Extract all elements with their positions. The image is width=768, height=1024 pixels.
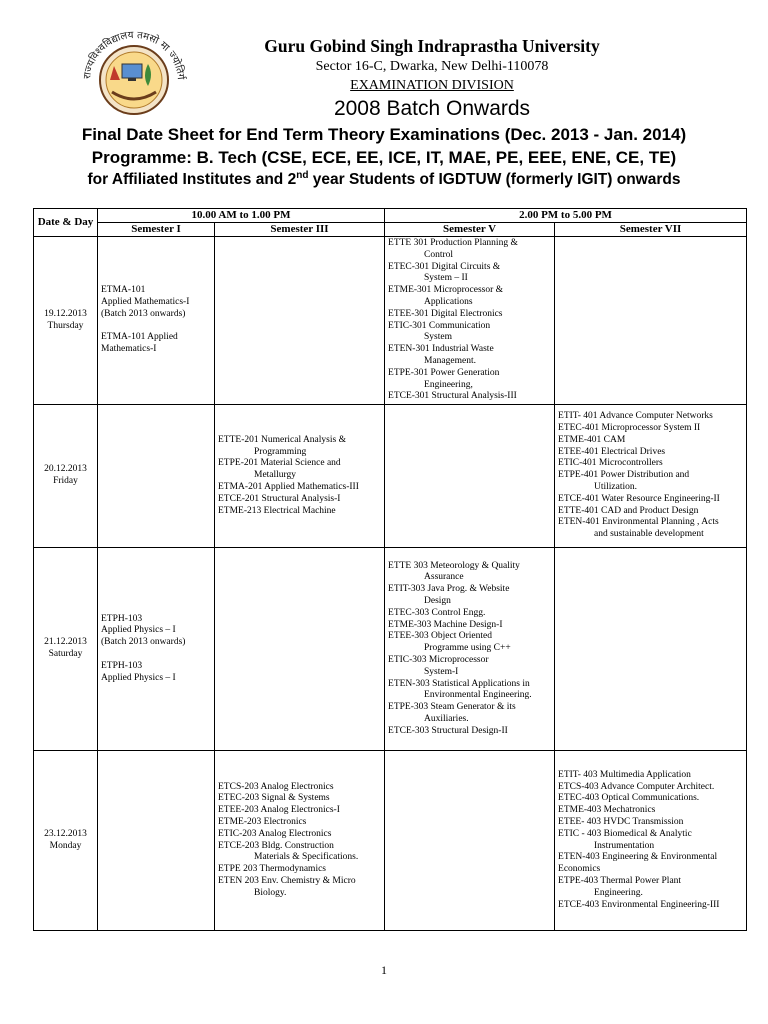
table-row	[34, 237, 747, 405]
paper-line: ETCE-201 Structural Analysis-I	[218, 493, 341, 504]
university-name: Guru Gobind Singh Indraprastha University	[264, 36, 600, 56]
date-day-cell	[34, 237, 98, 405]
paper-line: Programme using C++	[424, 643, 511, 654]
semester-3-header: Semester III	[215, 223, 385, 237]
semester-7-cell	[555, 237, 747, 405]
paper-line: ETEE-203 Analog Electronics-I	[218, 805, 340, 816]
paper-line: ETIT-303 Java Prog. & Website	[388, 584, 510, 595]
paper-line: Engineering.	[594, 887, 643, 898]
page-number: 1	[381, 963, 387, 977]
paper-line: ETPE 203 Thermodynamics	[218, 864, 327, 875]
paper-line: ETME-203 Electronics	[218, 817, 307, 828]
paper-line: ETEE- 403 HVDC Transmission	[558, 817, 684, 828]
paper-line: ETTE 301 Production Planning &	[388, 238, 518, 248]
paper-line: Auxiliaries.	[424, 714, 469, 725]
spacer	[101, 320, 211, 332]
paper-line: ETIC-401 Microcontrollers	[558, 458, 663, 469]
table-row	[34, 751, 747, 931]
table-row	[34, 548, 747, 751]
paper-line: ETEN 203 Env. Chemistry & Micro	[218, 876, 356, 887]
paper-line: (Batch 2013 onwards)	[101, 308, 186, 319]
university-address: Sector 16-C, Dwarka, New Delhi-110078	[315, 59, 549, 74]
paper-line: Applications	[424, 296, 473, 307]
semester-7-header: Semester VII	[555, 223, 747, 237]
paper-line: ETEN-401 Environmental Planning , Acts	[558, 517, 719, 528]
paper-line: ETEC-403 Optical Communications.	[558, 793, 700, 804]
paper-line: Applied Physics – I	[101, 672, 176, 683]
paper-line: ETPH-103	[101, 661, 143, 672]
paper-line: ETME-301 Microprocessor &	[388, 285, 504, 296]
date-day-cell	[34, 405, 98, 548]
exam-date: 20.12.2013	[44, 464, 87, 475]
exam-day: Monday	[49, 840, 82, 851]
exam-day: Thursday	[47, 320, 84, 331]
paper-line: and sustainable development	[594, 529, 704, 540]
date-sheet-table	[33, 208, 747, 931]
exam-date: 19.12.2013	[44, 308, 87, 319]
date-day-header: Date & Day	[34, 209, 98, 237]
semester-1-cell	[98, 751, 215, 931]
semester-3-cell	[215, 548, 385, 751]
morning-session-header: 10.00 AM to 1.00 PM	[98, 209, 385, 223]
paper-line: ETIC-303 Microprocessor	[388, 655, 489, 666]
evening-session-header: 2.00 PM to 5.00 PM	[385, 209, 747, 223]
paper-line: ETEN-301 Industrial Waste	[388, 344, 494, 355]
semester-3-cell	[215, 405, 385, 548]
paper-line: System-I	[424, 666, 459, 677]
paper-line: Utilization.	[594, 482, 638, 493]
semester-1-cell	[98, 548, 215, 751]
programme-title: Programme: B. Tech (CSE, ECE, EE, ICE, IT, MAE, PE, EEE, ENE, CE, TE)	[91, 148, 677, 167]
semester-5-header: Semester V	[385, 223, 555, 237]
semester-3-cell	[215, 751, 385, 931]
semester-7-cell	[555, 548, 747, 751]
paper-line: ETEN-303 Statistical Applications in	[388, 678, 530, 689]
division-title: EXAMINATION DIVISION	[350, 78, 514, 93]
paper-line: ETIC-203 Analog Electronics	[218, 828, 332, 839]
paper-line: Biology.	[254, 887, 287, 898]
paper-line: ETPH-103	[101, 613, 143, 624]
paper-line: ETEE-303 Object Oriented	[388, 631, 492, 642]
paper-line: ETCE-401 Water Resource Engineering-II	[558, 493, 720, 504]
paper-line: Environmental Engineering.	[424, 690, 532, 701]
semester-5-cell	[385, 405, 555, 548]
paper-line: ETME-401 CAM	[558, 434, 626, 445]
paper-line: ETEE-301 Digital Electronics	[388, 308, 503, 319]
paper-line: ETCS-203 Analog Electronics	[218, 781, 334, 792]
paper-line: ETMA-101	[101, 285, 146, 296]
exam-day: Saturday	[48, 649, 83, 660]
paper-line: Applied Mathematics-I	[101, 296, 190, 307]
paper-line: ETCS-403 Advance Computer Architect.	[558, 781, 715, 792]
paper-line: ETIT- 401 Advance Computer Networks	[558, 411, 713, 422]
paper-line: ETCE-403 Environmental Engineering-III	[558, 899, 720, 910]
paper-line: Applied Physics – I	[101, 625, 176, 636]
paper-line: ETEC-401 Microprocessor System II	[558, 423, 701, 434]
semester-1-header: Semester I	[98, 223, 215, 237]
paper-line: ETPE-201 Material Science and	[218, 458, 341, 469]
semester-7-cell	[555, 751, 747, 931]
paper-line: Control	[424, 249, 454, 260]
paper-line: ETME-213 Electrical Machine	[218, 505, 336, 516]
paper-line: Engineering,	[424, 379, 473, 390]
paper-line: Design	[424, 596, 451, 607]
batch-title: 2008 Batch Onwards	[333, 97, 531, 120]
exam-day: Friday	[53, 476, 78, 487]
exam-date: 23.12.2013	[44, 828, 87, 839]
paper-line: Instrumentation	[594, 840, 655, 851]
date-day-cell	[34, 751, 98, 931]
date-day-cell	[34, 548, 98, 751]
paper-line: ETPE-403 Thermal Power Plant	[558, 876, 682, 887]
svg-text:राज्यविश्वविद्यालय तमसो मा ज्य: राज्यविश्वविद्यालय तमसो मा ज्योतिर्ग	[82, 29, 186, 81]
paper-line: ETEC-203 Signal & Systems	[218, 793, 330, 804]
paper-line: ETIC-301 Communication	[388, 320, 491, 331]
paper-line: ETMA-201 Applied Mathematics-III	[218, 482, 359, 493]
paper-line: ETCE-301 Structural Analysis-III	[388, 391, 517, 402]
paper-line: Programming	[254, 446, 307, 457]
paper-line: ETEC-301 Digital Circuits &	[388, 261, 501, 272]
paper-line: ETPE-401 Power Distribution and	[558, 470, 690, 481]
paper-line: System	[424, 332, 452, 343]
paper-line: ETME-403 Mechatronics	[558, 805, 656, 816]
paper-line: ETEN-403 Engineering & Environmental	[558, 852, 718, 863]
exam-date: 21.12.2013	[44, 637, 87, 648]
paper-line: Materials & Specifications.	[254, 852, 359, 863]
paper-line: ETIC - 403 Biomedical & Analytic	[558, 828, 692, 839]
semester-7-cell	[555, 405, 747, 548]
spacer	[101, 649, 211, 661]
paper-line: ETEC-303 Control Engg.	[388, 607, 486, 618]
paper-line: ETTE-201 Numerical Analysis &	[218, 434, 346, 445]
paper-line: ETCE-303 Structural Design-II	[388, 725, 508, 736]
paper-line: ETPE-303 Steam Generator & its	[388, 702, 516, 713]
paper-line: ETMA-101 Applied	[101, 332, 178, 343]
table-row	[34, 405, 747, 548]
paper-line: ETCE-203 Bldg. Construction	[218, 840, 334, 851]
paper-line: ETIT- 403 Multimedia Application	[558, 769, 691, 780]
date-sheet-title: Final Date Sheet for End Term Theory Examinations (Dec. 2013 - Jan. 2014)	[81, 125, 687, 144]
paper-line: Assurance	[424, 572, 464, 583]
semester-1-cell	[98, 405, 215, 548]
paper-line: ETTE-401 CAD and Product Design	[558, 505, 699, 516]
paper-line: ETTE 303 Meteorology & Quality	[388, 560, 520, 571]
paper-line: Metallurgy	[254, 470, 297, 481]
paper-line: Mathematics-I	[101, 344, 157, 355]
semester-5-cell	[385, 237, 555, 405]
institutes-title: for Affiliated Institutes and 2nd year Students of IGDTUW (formerly IGIT) onwards	[87, 170, 681, 189]
semester-5-cell	[385, 751, 555, 931]
paper-line: Management.	[424, 355, 476, 366]
paper-line: System – II	[424, 273, 468, 284]
semester-1-cell	[98, 237, 215, 405]
semester-3-cell	[215, 237, 385, 405]
paper-line: ETEE-401 Electrical Drives	[558, 446, 666, 457]
paper-line: (Batch 2013 onwards)	[101, 637, 186, 648]
paper-line: ETME-303 Machine Design-I	[388, 619, 503, 630]
paper-line: Economics	[558, 864, 601, 875]
semester-5-cell	[385, 548, 555, 751]
paper-line: ETPE-301 Power Generation	[388, 367, 500, 378]
